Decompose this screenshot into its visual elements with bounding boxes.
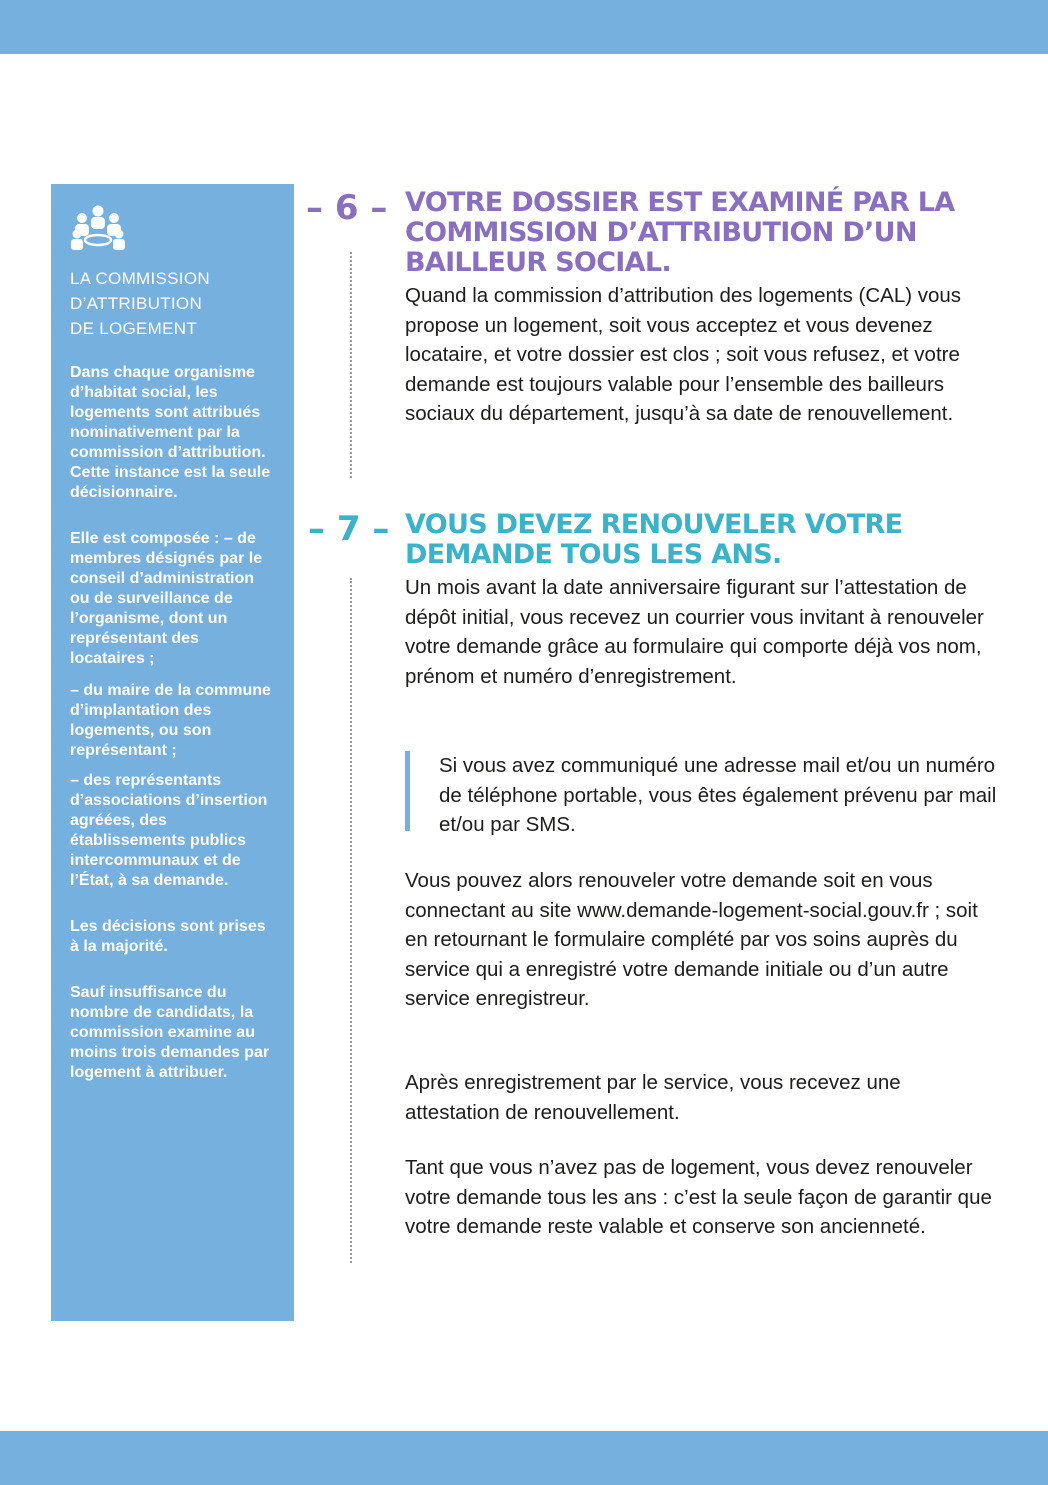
step-7-body: Un mois avant la date anniversaire figurant sur l’attestation de dépôt initial, vous recevez un courrier vous invitant à renouveler votre demande grâce au formulaire qui comporte déjà vos nom, prénom et numéro d’enregistrement. [405, 576, 984, 688]
sidebar-paragraph: Sauf insuffisance du nombre de candidats, la commission examine au moins trois demandes par logement à attribuer. [70, 984, 270, 1081]
step-6-dotted-line [350, 252, 352, 478]
step-6-number: – 6 – [306, 188, 388, 228]
sidebar-title-line: DE LOGEMENT [70, 319, 198, 338]
step-7-paragraph: Vous pouvez alors renouveler votre demande soit en vous connectant au site www.demande-logement-social.gouv.fr ; soit en retournant le formulaire complété par vos soins auprès du service qui a enregistré votre demande initiale ou d’un autre service enregistreur. [405, 869, 978, 1010]
sidebar-paragraph: – des représentants d’associations d’insertion agréées, des établissements publics intercommunaux et de l’État, à sa demande. [70, 772, 268, 889]
top-color-band [0, 0, 1048, 54]
step-7-paragraph: Après enregistrement par le service, vous recevez une attestation de renouvellement. [405, 1071, 901, 1124]
sidebar-paragraph: Dans chaque organisme d’habitat social, les logements sont attribués nominativement par la commission d’attribution. Cette instance est la seule décisionnaire. [70, 364, 271, 501]
people-group-icon [70, 204, 126, 252]
sidebar-title-line: D’ATTRIBUTION [70, 294, 203, 313]
step-7-dotted-line [350, 578, 352, 1263]
sidebar-paragraph: Elle est composée : – de membres désignés par le conseil d’administration ou de surveillance de l’organisme, dont un représentant des locataires ; [70, 530, 263, 667]
step-7-number: – 7 – [308, 509, 390, 549]
step-7-note [405, 751, 1005, 836]
sidebar-paragraph: Les décisions sont prises à la majorité. [70, 918, 266, 955]
step-6-title: VOTRE DOSSIER EST EXAMINÉ PAR LA COMMISSION D’ATTRIBUTION D’UN BAILLEUR SOCIAL. [405, 187, 955, 278]
step-7-note-text: Si vous avez communiqué une adresse mail et/ou un numéro de téléphone portable, vous êtes également prévenu par mail et/ou par SMS. [439, 754, 997, 836]
sidebar-title [70, 266, 276, 341]
sidebar-paragraph: – du maire de la commune d’implantation des logements, ou son représentant ; [70, 682, 271, 759]
step-7-paragraph: Tant que vous n’avez pas de logement, vous devez renouveler votre demande tous les ans : c’est la seule façon de garantir que votre demande reste valable et conserve son ancienneté. [405, 1156, 992, 1238]
step-6-body: Quand la commission d’attribution des logements (CAL) vous propose un logement, soit vous acceptez et vous devenez locataire, et votre dossier est clos ; soit vous refusez, et votre demande est toujours valable pour l’ensemble des bailleurs sociaux du département, jusqu’à sa date de renouvellement. [405, 284, 962, 425]
commission-sidebar [51, 184, 294, 1321]
step-7-title: VOUS DEVEZ RENOUVELER VOTRE DEMANDE TOUS LES ANS. [405, 509, 903, 570]
bottom-color-band [0, 1431, 1048, 1485]
sidebar-title-line: LA COMMISSION [70, 269, 210, 288]
